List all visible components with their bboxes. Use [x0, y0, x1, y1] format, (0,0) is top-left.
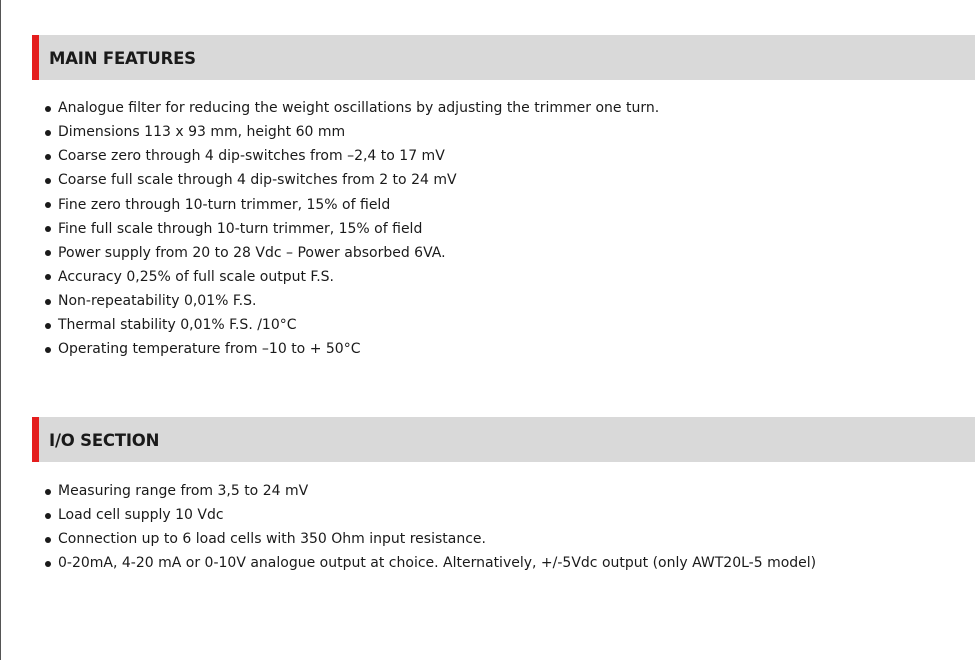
bullet-icon: [45, 154, 51, 160]
list-item: [42, 96, 659, 120]
list-item-text: Connection up to 6 load cells with 350 Ohm input resistance.: [58, 531, 486, 548]
section-title-main-features: MAIN FEATURES: [49, 49, 196, 68]
list-item-text: Operating temperature from –10 to + 50°C: [58, 341, 361, 358]
bullet-icon: [45, 274, 51, 280]
list-item: [42, 241, 659, 265]
red-accent-bar: [32, 417, 39, 462]
list-item: [42, 144, 659, 168]
list-item-text: Accuracy 0,25% of full scale output F.S.: [58, 268, 335, 285]
list-item: [42, 168, 659, 192]
bullet-icon: [45, 323, 51, 329]
section-header-main-features: [32, 35, 975, 80]
list-item: [42, 193, 659, 217]
red-accent-bar: [32, 35, 39, 80]
list-item-text: 0-20mA, 4-20 mA or 0-10V analogue output at choice. Alternatively, +/-5Vdc output (only AWT20L-5 model): [58, 555, 817, 572]
list-item: [42, 527, 816, 551]
list-item: [42, 479, 816, 503]
bullet-icon: [45, 561, 51, 567]
list-item-text: Measuring range from 3,5 to 24 mV: [58, 483, 309, 499]
page-left-border: [0, 0, 1, 660]
list-item: [42, 217, 659, 241]
list-item-text: Coarse zero through 4 dip-switches from –2,4 to 17 mV: [58, 148, 445, 165]
list-item: [42, 337, 659, 361]
list-item: [42, 289, 659, 313]
bullet-icon: [45, 250, 51, 256]
list-item: [42, 313, 659, 337]
list-item: [42, 265, 659, 289]
section-title-io-section: I/O SECTION: [49, 431, 160, 450]
list-item-text: Load cell supply 10 Vdc: [58, 507, 224, 524]
list-item-text: Non-repeatability 0,01% F.S.: [58, 293, 257, 310]
bullet-icon: [45, 347, 51, 353]
main-features-list: [42, 96, 659, 362]
bullet-icon: [45, 513, 51, 519]
bullet-icon: [45, 178, 51, 184]
list-item-text: Power supply from 20 to 28 Vdc – Power absorbed 6VA.: [58, 244, 446, 261]
bullet-icon: [45, 489, 51, 495]
list-item: [42, 551, 816, 575]
list-item-text: Fine zero through 10-turn trimmer, 15% of field: [58, 196, 391, 213]
bullet-icon: [45, 299, 51, 305]
bullet-icon: [45, 226, 51, 232]
bullet-icon: [45, 537, 51, 543]
list-item-text: Dimensions 113 x 93 mm, height 60 mm: [58, 124, 346, 141]
io-section-list: [42, 479, 816, 576]
list-item-text: Thermal stability 0,01% F.S. /10°C: [58, 317, 297, 334]
list-item: [42, 120, 659, 144]
list-item-text: Coarse full scale through 4 dip-switches from 2 to 24 mV: [58, 172, 457, 189]
list-item-text: Analogue filter for reducing the weight oscillations by adjusting the trimmer one turn.: [58, 100, 660, 116]
section-header-io-section: [32, 417, 975, 462]
bullet-icon: [45, 202, 51, 208]
bullet-icon: [45, 130, 51, 136]
list-item: [42, 503, 816, 527]
bullet-icon: [45, 106, 51, 112]
list-item-text: Fine full scale through 10-turn trimmer, 15% of field: [58, 220, 423, 237]
